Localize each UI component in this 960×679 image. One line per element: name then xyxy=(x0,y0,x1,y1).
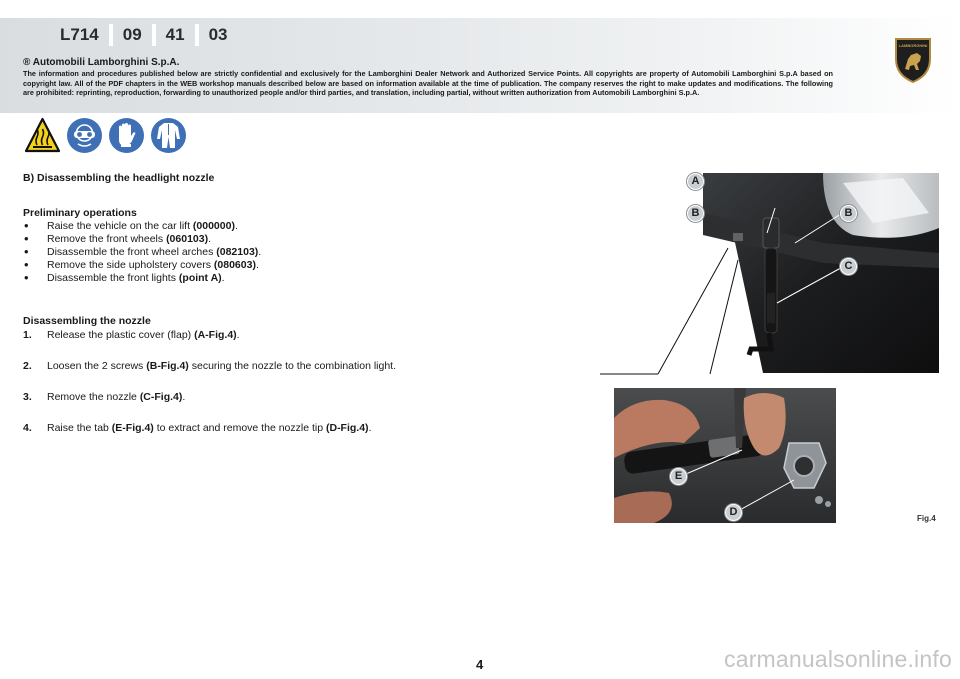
callout-c: C xyxy=(840,258,857,275)
procedure-step: 1. Release the plastic cover (flap) (A-Fig.4). xyxy=(23,329,240,341)
preliminary-operations-title: Preliminary operations xyxy=(23,207,137,219)
protective-gloves-icon xyxy=(108,117,145,154)
nozzle-steps xyxy=(23,329,583,435)
copyright-block xyxy=(23,57,833,98)
callout-b-right: B xyxy=(840,205,857,222)
page-number: 4 xyxy=(476,657,484,672)
subgroup-code: 41 xyxy=(165,25,185,44)
section-code: 03 xyxy=(208,25,228,44)
safety-goggles-icon xyxy=(66,117,103,154)
list-item: • Raise the vehicle on the car lift (000000). xyxy=(23,220,583,233)
callout-a: A xyxy=(687,173,704,190)
code-separator xyxy=(109,24,113,46)
list-item: • Disassemble the front lights (point A). xyxy=(23,272,583,285)
protective-overalls-icon xyxy=(150,117,187,154)
code-separator xyxy=(195,24,199,46)
preliminary-operations-list xyxy=(23,220,583,285)
company-name: ® Automobili Lamborghini S.p.A. xyxy=(23,57,180,68)
nozzle-tip-photo xyxy=(614,388,836,523)
model-code: L714 xyxy=(60,25,99,44)
group-code: 09 xyxy=(122,25,142,44)
disassembling-nozzle-title: Disassembling the nozzle xyxy=(23,315,151,327)
document-codes xyxy=(56,24,232,46)
svg-text:LAMBORGHINI: LAMBORGHINI xyxy=(898,43,928,48)
detail-leader-lines xyxy=(600,200,740,380)
list-item: • Remove the front wheels (060103). xyxy=(23,233,583,246)
list-item: • Disassemble the front wheel arches (082103). xyxy=(23,246,583,259)
section-title: B) Disassembling the headlight nozzle xyxy=(23,172,215,184)
procedure-step: 4. Raise the tab (E-Fig.4) to extract and remove the nozzle tip (D-Fig.4). xyxy=(23,422,372,434)
safety-icons xyxy=(24,117,187,154)
lamborghini-logo xyxy=(893,37,933,83)
procedure-content xyxy=(23,172,583,453)
procedure-step: 3. Remove the nozzle (C-Fig.4). xyxy=(23,391,186,403)
procedure-step: 2. Loosen the 2 screws (B-Fig.4) securing the nozzle to the combination light. xyxy=(23,360,397,372)
copyright-disclaimer: The information and procedures published below are strictly confidential and exclusively for the Lamborghini Dealer Network and Authorized Service Points. All copyrights are property of Automobili Lamborghini S.p.A based on copyright law. All of the PDF chapters in the WEB workshop manuals described below are based on information available at the time of publication. The company reserves the right to make updates and modifications. The following are prohibited: reprinting, reproduction, forwarding to unauthorized people and/or third parties, and translation, including partial, without written authorization from Automobili Lamborghini S.p.A. xyxy=(23,69,833,98)
callout-e: E xyxy=(670,468,687,485)
figure-label: Fig.4 xyxy=(917,514,936,523)
hot-surface-warning-icon xyxy=(24,117,61,154)
watermark: carmanualsonline.info xyxy=(724,646,952,672)
callout-d: D xyxy=(725,504,742,521)
list-item: • Remove the side upholstery covers (080603). xyxy=(23,259,583,272)
callout-b-left: B xyxy=(687,205,704,222)
code-separator xyxy=(152,24,156,46)
